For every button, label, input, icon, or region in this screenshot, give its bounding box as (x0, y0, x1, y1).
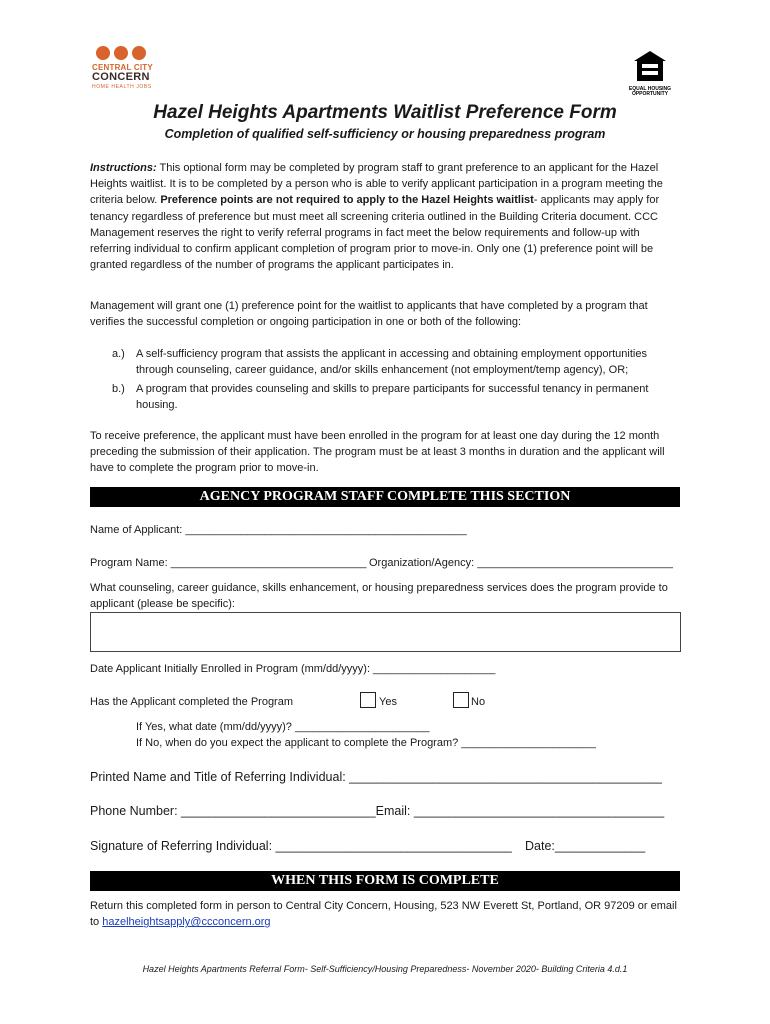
if-no-date-field[interactable]: If No, when do you expect the applicant to complete the Program? ______________________ (136, 737, 596, 749)
if-yes-date-field[interactable]: If Yes, what date (mm/dd/yyyy)? ______________________ (136, 721, 430, 733)
home-icon (96, 46, 110, 60)
jobs-icon (132, 46, 146, 60)
completed-question: Has the Applicant completed the Program (90, 696, 294, 708)
no-label: No (471, 696, 486, 708)
instructions-bold: Preference points are not required to apply to the Hazel Heights waitlist (160, 194, 534, 207)
section-header-agency: AGENCY PROGRAM STAFF COMPLETE THIS SECTION (90, 487, 680, 507)
logo-icons (96, 46, 164, 60)
management-paragraph: Management will grant one (1) preference point for the waitlist to applicants that have completed by a program that verifies the successful completion or ongoing participation in one or both of the following: (90, 300, 648, 329)
yes-checkbox[interactable] (360, 692, 376, 708)
phone-email-field[interactable]: Phone Number: ____________________________Email: ____________________________________ (90, 804, 665, 818)
date-enrolled-field[interactable]: Date Applicant Initially Enrolled in Program (mm/dd/yyyy): ____________________ (90, 663, 496, 675)
services-question: What counseling, career guidance, skills enhancement, or housing preparedness services does the program provide to applicant (please be specific): (90, 582, 668, 610)
logo-line1: CENTRAL CITY (92, 63, 153, 72)
health-icon (114, 46, 128, 60)
services-textbox[interactable] (90, 612, 681, 652)
form-title: Hazel Heights Apartments Waitlist Preference Form (153, 102, 617, 123)
instructions-text2: - applicants may apply for tenancy regardless of preference but must meet all screening criteria outlined in the Building Criteria document. CCC Management reserves the right to verify referral programs in fact meet the below requirements and follow-up with referring individual to confirm applicant completion of program prior to move-in. Only one (1) preference point will be granted regardless of the number of programs the applicant participates in. (90, 194, 660, 272)
organization-field[interactable]: Organization/Agency: ________________________________ (369, 557, 673, 569)
instructions-text1: This optional form may be completed by program staff to grant preference to an applicant for the Hazel Heights waitlist. It is to be completed by a person who is able to verify applicant participation in a program meeting the criteria below. (90, 162, 663, 207)
logo-line2: CONCERN (92, 71, 150, 83)
equal-housing-logo (626, 50, 674, 97)
criteria-marker: a.) (112, 348, 125, 360)
logo-line3: HOME HEALTH JOBS (92, 84, 152, 90)
page-footer: Hazel Heights Apartments Referral Form- Self-Sufficiency/Housing Preparedness- November 2020- Building Criteria 4.d.1 (142, 964, 628, 974)
return-text: Return this completed form in person to Central City Concern, Housing, 523 NW Everett St, Portland, OR 97209 or email to (90, 900, 677, 929)
email-link[interactable]: hazelheightsapply@ccconcern.org (102, 916, 271, 929)
applicant-name-field[interactable]: Name of Applicant: ______________________________________________ (90, 524, 467, 536)
criteria-marker: b.) (112, 383, 125, 395)
eho-line2: OPPORTUNITY (631, 91, 669, 97)
criteria-item-b (112, 381, 682, 413)
no-checkbox[interactable] (453, 692, 469, 708)
eho-line1: EQUAL HOUSING (628, 86, 672, 92)
signature-date-field[interactable]: Date:_____________ (525, 839, 646, 853)
equal-housing-icon (633, 50, 667, 82)
criteria-text: A self-sufficiency program that assists the applicant in accessing and obtaining employment opportunities through counseling, career guidance, and/or skills enhancement (not employment/temp agency), OR; (136, 348, 647, 377)
return-paragraph (90, 898, 682, 930)
criteria-item-a (112, 346, 682, 378)
criteria-text: A program that provides counseling and skills to prepare participants for successful tenancy in permanent housing. (136, 383, 649, 412)
instructions-paragraph (90, 160, 682, 273)
form-subtitle: Completion of qualified self-sufficiency or housing preparedness program (164, 127, 606, 141)
yes-label: Yes (379, 696, 397, 708)
instructions-label: Instructions: (90, 162, 157, 174)
section-header-complete: WHEN THIS FORM IS COMPLETE (90, 871, 680, 891)
printed-name-field[interactable]: Printed Name and Title of Referring Individual: _____________________________________________ (90, 770, 662, 784)
receive-paragraph: To receive preference, the applicant must have been enrolled in the program for at least one day during the 12 month preceding the submission of their application. The program must be at least 3 months in duration and the applicant will have to complete the program prior to move-in. (90, 430, 665, 475)
signature-field[interactable]: Signature of Referring Individual: __________________________________ (90, 839, 512, 853)
program-name-field[interactable]: Program Name: ________________________________ (90, 557, 367, 569)
ccc-logo (92, 46, 164, 98)
